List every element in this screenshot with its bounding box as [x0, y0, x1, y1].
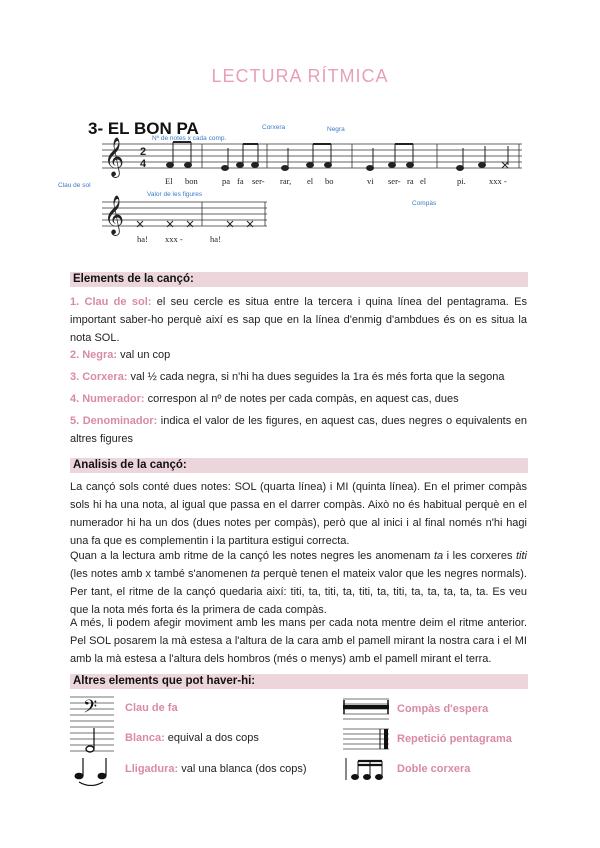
element-term: 2. Negra: — [70, 349, 118, 361]
treble-clef-icon: 𝄞 — [104, 137, 125, 177]
other-item-repeat — [397, 733, 512, 745]
lyric: bon — [185, 176, 198, 186]
other-text: equival a dos cops — [164, 732, 259, 744]
annotation-quaver: Corxera — [262, 124, 286, 131]
text-span: ta — [433, 550, 444, 562]
meter-top: 2 — [140, 146, 147, 158]
others-header: Altres elements que pot haver-hi: — [70, 674, 528, 689]
lyric: el — [420, 176, 427, 186]
tie-icon — [70, 756, 114, 786]
element-term: 1. Clau de sol: — [70, 296, 152, 308]
text-span: i les corxeres — [443, 550, 516, 562]
lyric: ser- — [252, 176, 265, 186]
other-item-multirest — [397, 703, 488, 715]
element-item-4 — [70, 390, 527, 408]
annotation-numerator: Nº de notes x cada comp. — [152, 135, 227, 142]
other-item-tie — [125, 763, 307, 775]
lyric: xxx - — [165, 234, 183, 244]
treble-clef-icon: 𝄞 — [104, 195, 125, 235]
score-heading: 3- EL BON PA — [88, 119, 199, 138]
element-term: 5. Denominador: — [70, 415, 158, 427]
element-item-2 — [70, 346, 527, 364]
page-title: LECTURA RÍTMICA — [211, 66, 389, 86]
lyric: fa — [237, 176, 244, 186]
lyrics — [165, 176, 507, 186]
analysis-header: Analisis de la cançó: — [70, 458, 528, 473]
element-text: indica el valor de les figures, en aquest cas, dues negres o equivalents en altres figures — [70, 415, 527, 445]
text-span: titi — [516, 550, 527, 562]
analysis-paragraph-2 — [70, 547, 527, 619]
lyric: ser- — [388, 176, 401, 186]
analysis-paragraph-3: A més, li podem afegir moviment amb les mans per cada nota mentre deim el ritme anterior. Pel SOL posarem la mà estesa a l'altura de la cara amb el pamell mirant la nostra cara i el MI amb la mà estesa a l'altura dels hombros (més o menys) amb el pamell mirant el terra. — [70, 617, 527, 665]
analysis-paragraph-1: La cançó sols conté dues notes: SOL (quarta línea) i MI (quinta línea). En el primer compàs sols hi ha una nota, al igual que passa en el darrer compàs. Això no és habitual perquè en el numerador hi ha un dos (dues notes per compàs), però que al inici i al final només n'hi hagi una fa que es complementin i la partitura estigui correcta. — [70, 481, 527, 547]
other-term: Clau de fa — [125, 702, 178, 714]
element-item-3 — [70, 368, 527, 386]
text-span: ta — [250, 568, 260, 580]
other-item-sixteenth — [397, 763, 470, 775]
meter-bottom: 4 — [140, 158, 147, 170]
element-term: 3. Corxera: — [70, 371, 128, 383]
annotation-bar: Compàs — [412, 200, 437, 207]
element-text: el seu cercle es situa entre la tercera i quina línea del pentagrama. Es important saber-ho perquè així es sap que en la línea d'enmig d'ambdues és on es situa la nota SOL. — [70, 296, 527, 344]
lyric: rar, — [280, 176, 292, 186]
other-item-half-note — [125, 732, 259, 744]
lyric: vi — [367, 176, 374, 186]
lyric: bo — [325, 176, 334, 186]
other-term: Lligadura: — [125, 763, 179, 775]
repeat-sign-icon — [343, 726, 389, 752]
sixteenth-notes-icon — [343, 756, 389, 782]
staff-bottom — [102, 202, 267, 226]
score-figure — [52, 112, 552, 252]
element-text: val ½ cada negra, si n'hi ha dues seguides la 1ra és més forta que la segona — [127, 371, 505, 383]
other-text: val una blanca (dos cops) — [178, 763, 307, 775]
whole-rest-icon — [343, 696, 389, 722]
element-term: 4. Numerador: — [70, 393, 145, 405]
lyric: xxx - — [489, 176, 507, 186]
annotation-crotchet: Negra — [327, 126, 345, 133]
lyric: pi. — [457, 176, 466, 186]
elements-header: Elements de la cançó: — [70, 272, 528, 287]
other-term: Compàs d'espera — [397, 703, 489, 715]
lyric: el — [307, 176, 314, 186]
text-span: perquè tenen el mateix valor que les negres normals). Per tant, el ritme de la cançó quedaria així: titi, ta, titi, ta, titi, ta, titi, ta, ta, ta, ta, ta. Es veu que la nota més forta és la primera de cada compàs. — [70, 568, 527, 616]
other-term: Repetició pentagrama — [397, 733, 512, 745]
annotation-clef: Clau de sol — [58, 182, 91, 189]
lyric: ha! — [210, 234, 221, 244]
lyric: El — [165, 176, 173, 186]
other-term: Doble corxera — [397, 763, 471, 775]
svg-text:𝄢: 𝄢 — [83, 697, 98, 722]
lyric: ha! — [137, 234, 148, 244]
other-item-bass-clef — [125, 702, 178, 714]
element-item-5 — [70, 412, 527, 448]
other-term: Blanca: — [125, 732, 165, 744]
bass-clef-icon — [70, 694, 114, 722]
text-span: (les notes amb x també s'anomenen — [70, 568, 251, 580]
element-text: correspon al nº de notes per cada compàs, en aquest cas, dues — [144, 393, 459, 405]
lyric: ra — [407, 176, 414, 186]
element-text: val un cop — [117, 349, 171, 361]
element-item-1 — [70, 293, 527, 347]
text-span: Quan a la lectura amb ritme de la cançó les notes negres les anomenam — [70, 550, 434, 562]
annotation-denominator: Valor de les figures — [147, 191, 203, 198]
half-note-icon — [70, 724, 114, 754]
lyric: pa — [222, 176, 231, 186]
